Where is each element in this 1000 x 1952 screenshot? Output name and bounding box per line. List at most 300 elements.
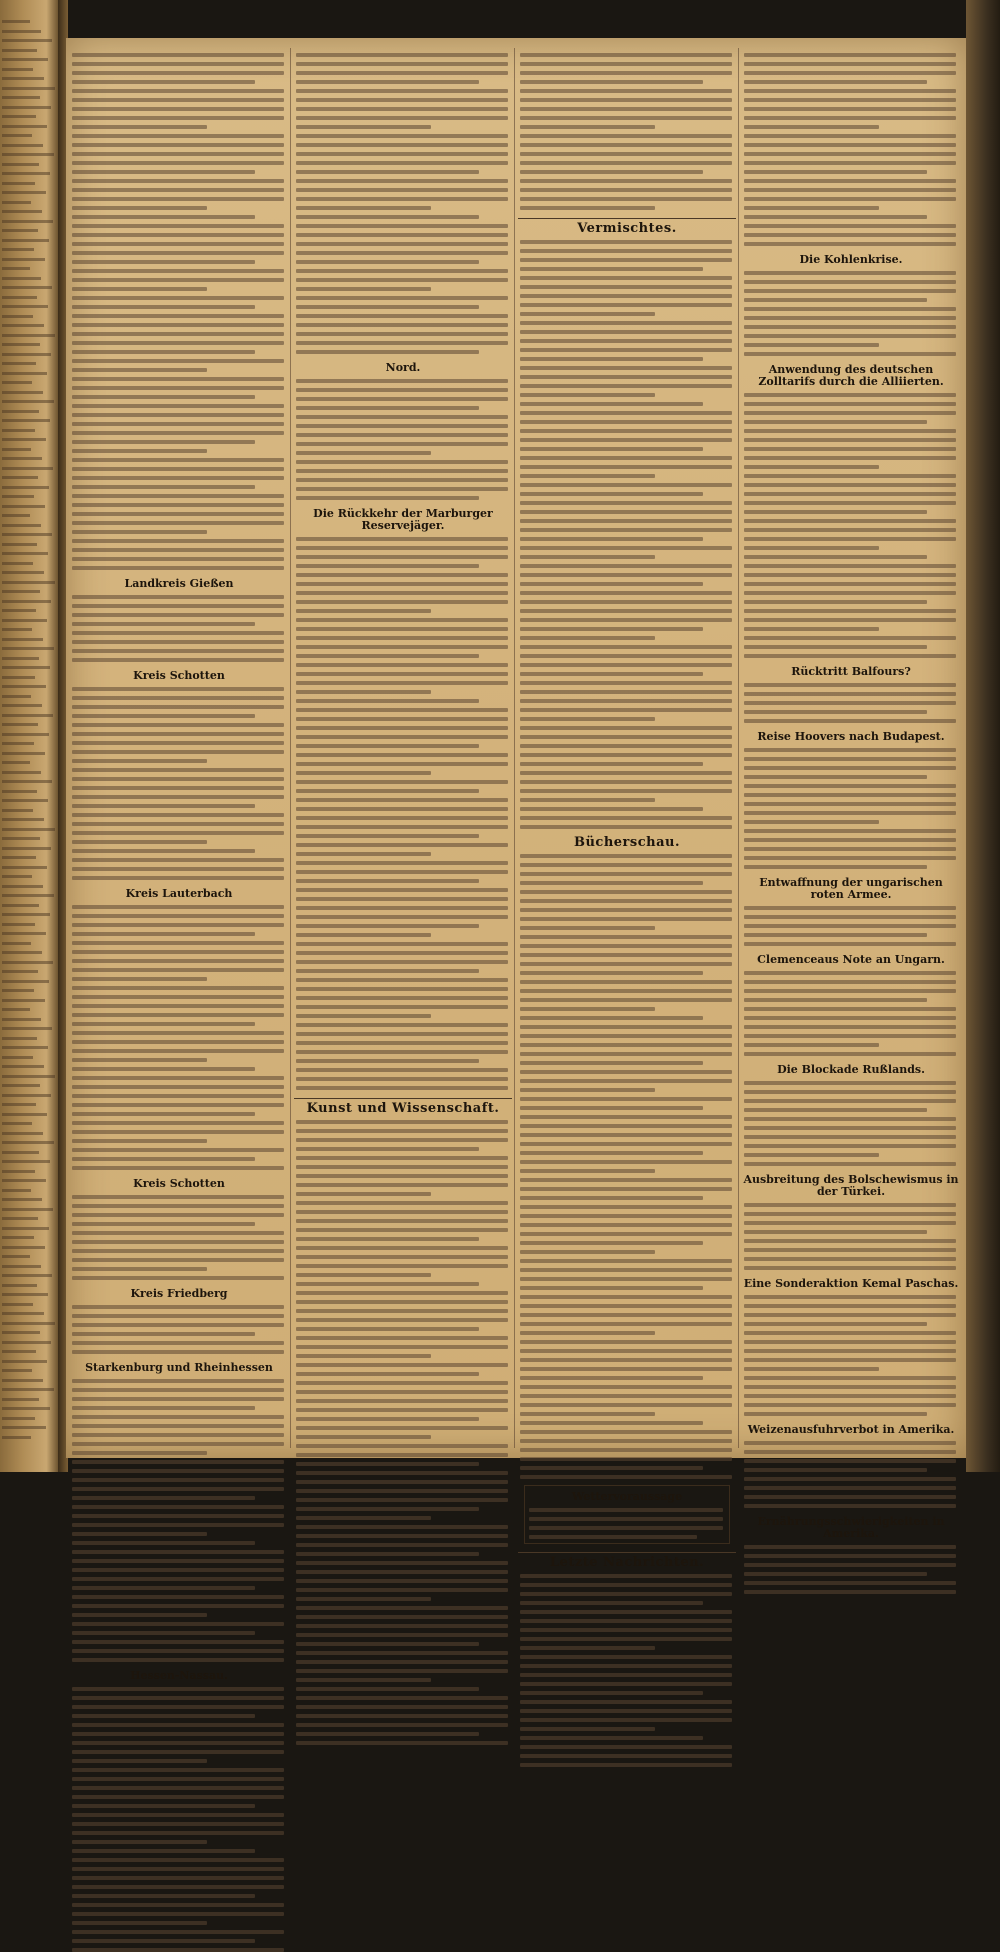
text-line bbox=[72, 1341, 284, 1345]
text-line bbox=[520, 980, 732, 984]
text-line bbox=[744, 125, 879, 129]
text-line bbox=[520, 1367, 732, 1371]
text-line bbox=[296, 1129, 508, 1133]
text-line bbox=[744, 98, 956, 102]
text-line bbox=[520, 1457, 732, 1461]
text-line bbox=[72, 741, 284, 745]
text-line bbox=[744, 683, 956, 687]
text-line bbox=[296, 287, 431, 291]
prev-page-text-line bbox=[2, 239, 49, 242]
heading-kreis-friedberg: Kreis Friedberg bbox=[130, 1287, 228, 1300]
text-line bbox=[744, 116, 956, 120]
prev-page-text-line bbox=[2, 20, 30, 23]
heading-marburger-reservejaeger: Die Rückkehr der Marburger Reservejäger. bbox=[313, 507, 493, 532]
text-line bbox=[296, 915, 508, 919]
text-line bbox=[72, 368, 207, 372]
text-line bbox=[72, 296, 284, 300]
text-line bbox=[520, 971, 703, 975]
text-line bbox=[744, 411, 956, 415]
prev-page-text-line bbox=[2, 248, 34, 251]
prev-page-text-line bbox=[2, 267, 30, 270]
text-line bbox=[296, 1732, 479, 1736]
text-line bbox=[296, 1354, 431, 1358]
text-line bbox=[520, 636, 655, 640]
text-line bbox=[520, 465, 732, 469]
text-line bbox=[520, 492, 703, 496]
text-line bbox=[296, 1174, 508, 1178]
text-line bbox=[520, 1394, 732, 1398]
text-line bbox=[296, 690, 431, 694]
text-line bbox=[744, 1495, 956, 1499]
prev-page-text-line bbox=[2, 1398, 39, 1401]
text-line bbox=[529, 1535, 697, 1539]
text-line bbox=[72, 53, 284, 57]
text-line bbox=[744, 1257, 956, 1261]
text-line bbox=[744, 980, 956, 984]
text-line bbox=[72, 1586, 255, 1590]
text-line bbox=[520, 1412, 655, 1416]
text-line bbox=[520, 1196, 703, 1200]
text-line bbox=[520, 591, 732, 595]
text-line bbox=[744, 438, 956, 442]
prev-page-text-line bbox=[2, 182, 35, 185]
text-line bbox=[72, 332, 284, 336]
text-line bbox=[72, 350, 255, 354]
prev-page-text-line bbox=[2, 410, 39, 413]
text-line bbox=[72, 1640, 284, 1644]
prev-page-text-line bbox=[2, 448, 31, 451]
text-line bbox=[744, 271, 956, 275]
text-line bbox=[744, 456, 956, 460]
text-line bbox=[72, 1415, 284, 1419]
text-line bbox=[296, 753, 508, 757]
text-line bbox=[744, 1581, 956, 1585]
text-line bbox=[520, 1313, 732, 1317]
text-line bbox=[72, 804, 255, 808]
text-line bbox=[744, 1403, 956, 1407]
text-line bbox=[744, 179, 956, 183]
text-line bbox=[520, 1232, 732, 1236]
prev-page-text-line bbox=[2, 961, 53, 964]
prev-page-text-line bbox=[2, 144, 43, 147]
column-4 bbox=[742, 48, 960, 1540]
text-line bbox=[296, 397, 508, 401]
prev-page-text-line bbox=[2, 1103, 36, 1106]
text-line bbox=[520, 258, 732, 262]
text-line bbox=[72, 968, 284, 972]
text-line bbox=[72, 1157, 255, 1161]
text-line bbox=[744, 325, 956, 329]
prev-page-text-line bbox=[2, 305, 48, 308]
prev-page-text-line bbox=[2, 590, 40, 593]
text-line bbox=[72, 1204, 284, 1208]
text-line bbox=[72, 1397, 284, 1401]
prev-page-text-line bbox=[2, 676, 35, 679]
prev-page-text-line bbox=[2, 1037, 37, 1040]
text-line bbox=[520, 366, 732, 370]
text-line bbox=[72, 206, 207, 210]
text-line bbox=[520, 537, 703, 541]
text-line bbox=[520, 339, 732, 343]
text-line bbox=[72, 251, 284, 255]
text-line bbox=[744, 710, 927, 714]
text-line bbox=[744, 1007, 956, 1011]
text-line bbox=[744, 1376, 956, 1380]
text-line bbox=[520, 944, 732, 948]
prev-page-text-line bbox=[2, 191, 46, 194]
prev-page-text-line bbox=[2, 666, 50, 669]
text-line bbox=[296, 1624, 508, 1628]
text-line bbox=[520, 663, 732, 667]
text-line bbox=[744, 420, 927, 424]
text-line bbox=[520, 681, 732, 685]
text-line bbox=[744, 829, 956, 833]
text-line bbox=[744, 1081, 956, 1085]
text-line bbox=[296, 71, 508, 75]
prev-page-text-line bbox=[2, 951, 42, 954]
text-line bbox=[296, 242, 508, 246]
text-line bbox=[744, 224, 956, 228]
text-line bbox=[296, 206, 431, 210]
text-line bbox=[744, 1304, 956, 1308]
prev-page-text-line bbox=[2, 30, 41, 33]
text-line bbox=[520, 98, 732, 102]
text-line bbox=[72, 858, 284, 862]
text-line bbox=[520, 1421, 703, 1425]
prev-page-text-line bbox=[2, 381, 32, 384]
text-line bbox=[744, 465, 879, 469]
text-line bbox=[520, 1106, 703, 1110]
text-line bbox=[520, 1016, 703, 1020]
text-line bbox=[520, 1277, 732, 1281]
text-line bbox=[520, 393, 655, 397]
text-line bbox=[72, 1323, 284, 1327]
text-line bbox=[520, 80, 703, 84]
text-line bbox=[72, 395, 255, 399]
text-line bbox=[744, 1090, 956, 1094]
text-line bbox=[520, 1295, 732, 1299]
text-line bbox=[72, 260, 255, 264]
text-line bbox=[520, 1691, 703, 1695]
text-line bbox=[296, 107, 508, 111]
text-line bbox=[296, 744, 479, 748]
text-line bbox=[296, 888, 508, 892]
prev-page-text-line bbox=[2, 1046, 48, 1049]
text-line bbox=[520, 1241, 703, 1245]
text-line bbox=[296, 996, 508, 1000]
text-line bbox=[72, 1795, 284, 1799]
prev-page-text-line bbox=[2, 296, 37, 299]
prev-page-text-line bbox=[2, 1113, 47, 1116]
text-line bbox=[72, 530, 207, 534]
text-line bbox=[744, 1153, 879, 1157]
text-line bbox=[72, 1930, 284, 1934]
prev-page-text-line bbox=[2, 1331, 40, 1334]
text-line bbox=[296, 269, 508, 273]
text-line bbox=[296, 161, 508, 165]
text-line bbox=[72, 1921, 207, 1925]
text-line bbox=[520, 854, 732, 858]
text-line bbox=[296, 1480, 508, 1484]
text-line bbox=[520, 501, 732, 505]
text-line bbox=[296, 1138, 508, 1142]
text-line bbox=[744, 906, 956, 910]
text-line bbox=[744, 1162, 956, 1166]
weather-forecast-box bbox=[524, 1485, 730, 1544]
text-line bbox=[72, 503, 284, 507]
text-line bbox=[520, 116, 732, 120]
text-line bbox=[72, 1912, 284, 1916]
prev-page-text-line bbox=[2, 286, 52, 289]
text-line bbox=[72, 233, 284, 237]
prev-page-text-line bbox=[2, 1170, 35, 1173]
text-line bbox=[520, 546, 732, 550]
prev-page-text-line bbox=[2, 761, 30, 764]
text-line bbox=[72, 1822, 284, 1826]
prev-page-text-line bbox=[2, 210, 42, 213]
prev-page-text-line bbox=[2, 913, 50, 916]
text-line bbox=[72, 413, 284, 417]
text-line bbox=[296, 332, 508, 336]
prev-page-text-line bbox=[2, 96, 40, 99]
text-line bbox=[296, 717, 508, 721]
text-line bbox=[72, 1469, 284, 1473]
text-line bbox=[296, 861, 508, 865]
text-line bbox=[744, 933, 927, 937]
text-line bbox=[744, 1248, 956, 1252]
text-line bbox=[744, 1144, 956, 1148]
text-line bbox=[744, 402, 956, 406]
text-line bbox=[296, 80, 479, 84]
text-line bbox=[520, 447, 703, 451]
text-line bbox=[72, 1022, 255, 1026]
text-line bbox=[72, 923, 284, 927]
prev-page-text-line bbox=[2, 1255, 30, 1258]
text-line bbox=[520, 143, 732, 147]
text-line bbox=[72, 1813, 284, 1817]
text-line bbox=[72, 269, 284, 273]
prev-page-text-line bbox=[2, 657, 39, 660]
text-line bbox=[744, 107, 956, 111]
text-line bbox=[72, 1714, 255, 1718]
text-line bbox=[72, 1613, 207, 1617]
text-line bbox=[72, 1094, 284, 1098]
text-line bbox=[520, 1151, 703, 1155]
prev-page-text-line bbox=[2, 771, 41, 774]
text-line bbox=[520, 330, 732, 334]
text-line bbox=[744, 766, 956, 770]
text-line bbox=[296, 1372, 479, 1376]
text-line bbox=[72, 1804, 255, 1808]
text-line bbox=[72, 1622, 284, 1626]
text-line bbox=[520, 107, 732, 111]
heading-kreis-schotten-2: Kreis Schotten bbox=[133, 1177, 225, 1190]
text-line bbox=[296, 897, 508, 901]
text-line bbox=[520, 908, 732, 912]
text-line bbox=[744, 1450, 956, 1454]
text-line bbox=[296, 379, 508, 383]
prev-page-text-line bbox=[2, 733, 49, 736]
prev-page-text-line bbox=[2, 1065, 44, 1068]
text-line bbox=[744, 1477, 956, 1481]
text-line bbox=[296, 134, 508, 138]
text-line bbox=[296, 415, 508, 419]
text-line bbox=[520, 1700, 732, 1704]
text-line bbox=[744, 1504, 956, 1508]
text-line bbox=[744, 298, 927, 302]
text-line bbox=[744, 775, 927, 779]
text-line bbox=[296, 708, 508, 712]
text-line bbox=[744, 1313, 956, 1317]
text-line bbox=[744, 206, 879, 210]
text-line bbox=[296, 350, 479, 354]
text-line bbox=[72, 687, 284, 691]
text-line bbox=[296, 1120, 508, 1124]
prev-page-text-line bbox=[2, 49, 37, 52]
text-line bbox=[529, 1517, 723, 1521]
text-line bbox=[520, 1286, 703, 1290]
text-line bbox=[72, 1658, 284, 1662]
text-line bbox=[744, 1117, 956, 1121]
text-line bbox=[520, 881, 703, 885]
text-line bbox=[296, 1471, 508, 1475]
text-line bbox=[520, 753, 732, 757]
text-line bbox=[520, 1061, 703, 1065]
text-line bbox=[296, 260, 479, 264]
text-line bbox=[72, 1523, 284, 1527]
prev-page-text-line bbox=[2, 932, 46, 935]
text-line bbox=[72, 696, 284, 700]
text-line bbox=[72, 941, 284, 945]
text-line bbox=[744, 1266, 956, 1270]
prev-page-text-line bbox=[2, 970, 38, 973]
text-line bbox=[520, 1169, 655, 1173]
prev-page-text-line bbox=[2, 647, 54, 650]
text-line bbox=[520, 600, 732, 604]
text-line bbox=[744, 1221, 956, 1225]
text-line bbox=[744, 838, 956, 842]
prev-page-text-line bbox=[2, 1027, 52, 1030]
prev-page-text-line bbox=[2, 68, 33, 71]
prev-page-text-line bbox=[2, 115, 36, 118]
prev-page-text-line bbox=[2, 818, 44, 821]
text-line bbox=[520, 125, 655, 129]
text-line bbox=[72, 732, 284, 736]
text-line bbox=[520, 618, 732, 622]
text-line bbox=[296, 798, 508, 802]
text-line bbox=[744, 1367, 879, 1371]
text-line bbox=[744, 152, 956, 156]
prev-page-text-line bbox=[2, 457, 42, 460]
text-line bbox=[72, 1487, 284, 1491]
text-line bbox=[744, 483, 956, 487]
text-line bbox=[520, 825, 732, 829]
text-line bbox=[72, 1013, 284, 1017]
text-line bbox=[72, 714, 255, 718]
text-line bbox=[296, 681, 508, 685]
text-line bbox=[744, 627, 879, 631]
text-line bbox=[520, 1475, 732, 1479]
text-line bbox=[72, 1858, 284, 1862]
prev-page-text-line bbox=[2, 1379, 43, 1382]
prev-page-text-line bbox=[2, 153, 54, 156]
text-line bbox=[520, 188, 732, 192]
text-line bbox=[72, 512, 284, 516]
text-line bbox=[744, 1349, 956, 1353]
text-line bbox=[296, 1615, 508, 1619]
text-line bbox=[296, 296, 508, 300]
text-line bbox=[296, 433, 508, 437]
text-line bbox=[296, 1570, 508, 1574]
text-line bbox=[520, 872, 732, 876]
text-line bbox=[72, 170, 255, 174]
text-line bbox=[296, 771, 431, 775]
prev-page-text-line bbox=[2, 533, 52, 536]
prev-page-text-line bbox=[2, 172, 50, 175]
text-line bbox=[520, 179, 732, 183]
prev-page-text-line bbox=[2, 1189, 31, 1192]
text-line bbox=[520, 438, 732, 442]
text-line bbox=[72, 1451, 207, 1455]
text-line bbox=[520, 1268, 732, 1272]
text-line bbox=[744, 802, 956, 806]
text-line bbox=[296, 1669, 508, 1673]
text-line bbox=[296, 62, 508, 66]
text-line bbox=[296, 1077, 508, 1081]
text-line bbox=[744, 352, 956, 356]
text-line bbox=[744, 971, 956, 975]
prev-page-text-line bbox=[2, 1132, 43, 1135]
text-line bbox=[72, 539, 284, 543]
text-line bbox=[296, 1068, 508, 1072]
text-line bbox=[744, 343, 879, 347]
text-line bbox=[72, 813, 284, 817]
prev-page-text-line bbox=[2, 562, 33, 565]
text-line bbox=[72, 386, 284, 390]
text-line bbox=[296, 834, 479, 838]
prev-page-text-line bbox=[2, 134, 32, 137]
text-line bbox=[72, 1750, 284, 1754]
text-line bbox=[744, 1025, 956, 1029]
text-line bbox=[744, 564, 956, 568]
text-line bbox=[520, 1331, 655, 1335]
text-line bbox=[72, 215, 255, 219]
text-line bbox=[296, 451, 431, 455]
text-line bbox=[296, 251, 508, 255]
heading-entwaffnung: Entwaffnung der ungarischen roten Armee. bbox=[759, 876, 943, 901]
prev-page-text-line bbox=[2, 1094, 51, 1097]
text-line bbox=[520, 1115, 732, 1119]
text-line bbox=[72, 1103, 284, 1107]
text-line bbox=[520, 717, 655, 721]
text-line bbox=[296, 1642, 479, 1646]
text-line bbox=[520, 1205, 732, 1209]
text-line bbox=[72, 1424, 284, 1428]
text-line bbox=[520, 935, 732, 939]
text-line bbox=[72, 631, 284, 635]
prev-page-text-line bbox=[2, 904, 39, 907]
text-line bbox=[520, 53, 732, 57]
text-line bbox=[296, 1705, 508, 1709]
text-line bbox=[72, 1040, 284, 1044]
text-line bbox=[296, 1435, 431, 1439]
text-line bbox=[296, 906, 508, 910]
text-line bbox=[520, 1358, 732, 1362]
text-line bbox=[296, 1597, 431, 1601]
text-line bbox=[72, 959, 284, 963]
text-line bbox=[296, 780, 508, 784]
prev-page-text-line bbox=[2, 1236, 34, 1239]
